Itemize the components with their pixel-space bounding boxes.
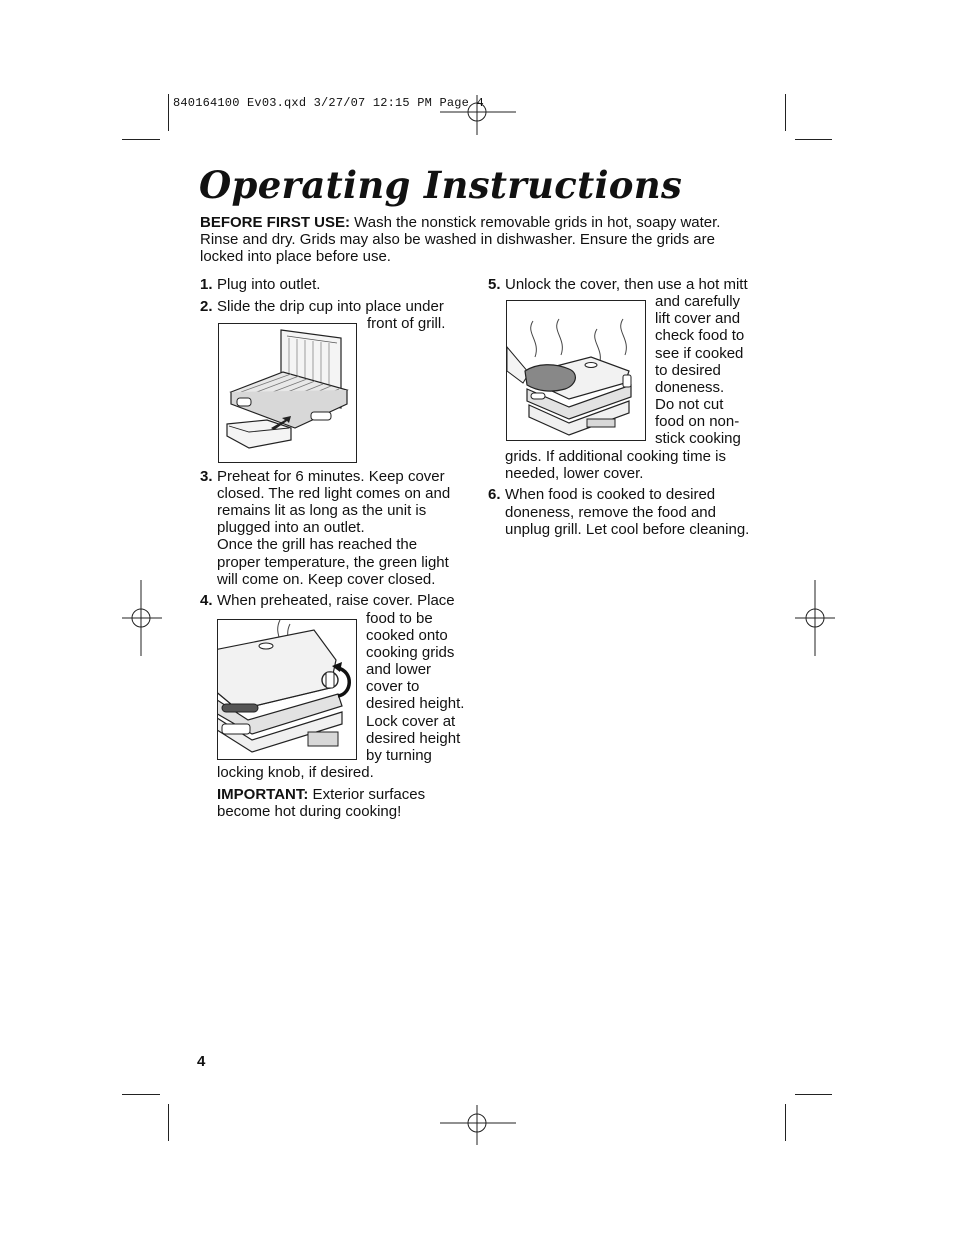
step-4-text: When preheated, raise cover. Place bbox=[217, 592, 455, 609]
step-3-text: remains lit as long as the unit is bbox=[217, 502, 427, 519]
crop-mark bbox=[785, 94, 786, 131]
step-5-text: grids. If additional cooking time is bbox=[505, 448, 726, 465]
step-4-text: food to be bbox=[366, 610, 433, 627]
crop-mark bbox=[795, 1094, 832, 1095]
step-5-text: lift cover and bbox=[655, 310, 741, 327]
step-3-text: closed. The red light comes on and bbox=[217, 485, 451, 502]
step-6-number: 6. bbox=[488, 486, 501, 503]
step-5-number: 5. bbox=[488, 276, 501, 293]
step-6-text: When food is cooked to desired bbox=[505, 486, 716, 503]
important-note bbox=[217, 786, 425, 803]
step-3-text: Preheat for 6 minutes. Keep cover bbox=[217, 468, 445, 485]
crop-mark bbox=[122, 1094, 160, 1095]
before-first-use-label: BEFORE FIRST USE: bbox=[200, 214, 351, 231]
crop-mark bbox=[795, 139, 832, 140]
grill-drip-cup-illustration bbox=[218, 323, 357, 463]
step-4-number: 4. bbox=[200, 592, 213, 609]
step-3-number: 3. bbox=[200, 468, 213, 485]
step-5-text: see if cooked bbox=[655, 345, 744, 362]
crop-mark bbox=[785, 1104, 786, 1141]
step-4-text: and lower bbox=[366, 661, 432, 678]
step-4-text: cooking grids bbox=[366, 644, 455, 661]
crop-mark bbox=[168, 94, 169, 131]
step-5-text: check food to bbox=[655, 327, 745, 344]
step-2-text: Slide the drip cup into place under bbox=[217, 298, 444, 315]
step-5-text: food on non- bbox=[655, 413, 740, 430]
step-5-text: needed, lower cover. bbox=[505, 465, 644, 482]
step-4-text: by turning bbox=[366, 747, 432, 764]
step-4-text: Lock cover at bbox=[366, 713, 456, 730]
important-text: become hot during cooking! bbox=[217, 803, 402, 820]
important-label: IMPORTANT: bbox=[217, 786, 309, 803]
step-4-text: cover to bbox=[366, 678, 420, 695]
step-4-text: desired height bbox=[366, 730, 461, 747]
grill-hot-mitt-illustration bbox=[506, 300, 646, 441]
step-2-number: 2. bbox=[200, 298, 213, 315]
step-3-text: will come on. Keep cover closed. bbox=[217, 571, 436, 588]
step-5-text: to desired bbox=[655, 362, 721, 379]
grill-raised-cover-illustration bbox=[217, 619, 357, 760]
before-first-use-paragraph bbox=[200, 214, 760, 266]
registration-mark-right bbox=[795, 580, 835, 656]
important-text: Exterior surfaces bbox=[308, 786, 426, 803]
step-1-number: 1. bbox=[200, 276, 213, 293]
page-number: 4 bbox=[197, 1053, 206, 1070]
step-6-text: doneness, remove the food and bbox=[505, 504, 716, 521]
crop-mark bbox=[168, 1104, 169, 1141]
crop-mark bbox=[122, 139, 160, 140]
step-3-text: Once the grill has reached the bbox=[217, 536, 418, 553]
step-1-text: Plug into outlet. bbox=[217, 276, 321, 293]
step-5-text: Do not cut bbox=[655, 396, 724, 413]
registration-mark-left bbox=[122, 580, 162, 656]
step-2-text: front of grill. bbox=[367, 315, 446, 332]
step-4-text: desired height. bbox=[366, 695, 465, 712]
step-4-text: locking knob, if desired. bbox=[217, 764, 374, 781]
print-slug: 840164100 Ev03.qxd 3/27/07 12:15 PM Page 4 bbox=[173, 96, 484, 110]
step-5-text: stick cooking bbox=[655, 430, 741, 447]
intro-line: Wash the nonstick removable grids in hot, soapy water. bbox=[350, 214, 721, 231]
intro-line: locked into place before use. bbox=[200, 248, 391, 266]
registration-mark-bottom bbox=[440, 1105, 516, 1145]
intro-line: Rinse and dry. Grids may also be washed in dishwasher. Ensure the grids are bbox=[200, 231, 715, 249]
step-6-text: unplug grill. Let cool before cleaning. bbox=[505, 521, 750, 538]
page-title: Operating Instructions bbox=[199, 163, 683, 207]
step-4-text: cooked onto bbox=[366, 627, 448, 644]
step-3-text: plugged into an outlet. bbox=[217, 519, 365, 536]
step-5-text: doneness. bbox=[655, 379, 725, 396]
step-5-text: Unlock the cover, then use a hot mitt bbox=[505, 276, 748, 293]
step-3-text: proper temperature, the green light bbox=[217, 554, 449, 571]
step-5-text: and carefully bbox=[655, 293, 741, 310]
